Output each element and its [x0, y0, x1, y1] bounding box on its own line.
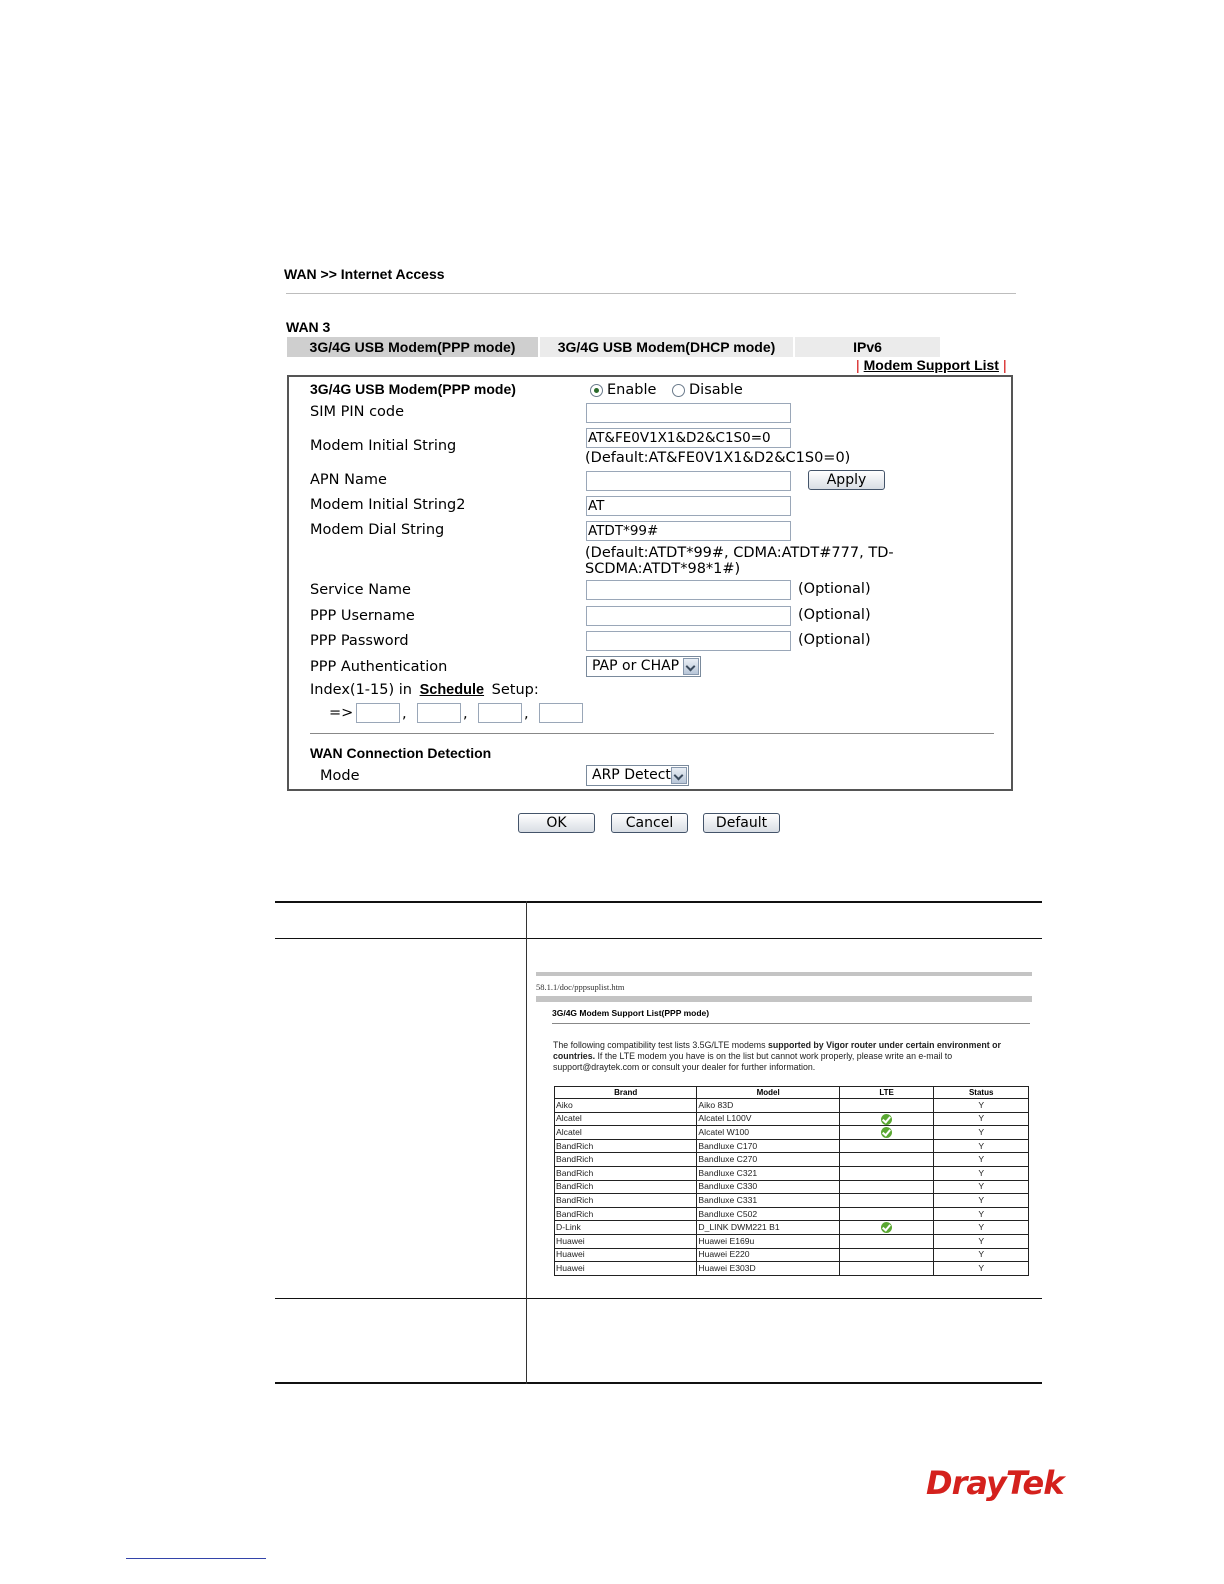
- model-cell: Huawei E220: [697, 1248, 839, 1262]
- brand-cell: Huawei: [555, 1234, 697, 1248]
- modem-initial-string2-label: Modem Initial String2: [310, 497, 466, 513]
- chevron-down-icon: [683, 658, 699, 675]
- nav-separator: |: [856, 357, 860, 373]
- lte-cell: [839, 1180, 934, 1194]
- schedule-index-suffix: Setup:: [491, 682, 539, 698]
- desc-part: The following compatibility test lists 3.5G/LTE modems: [553, 1040, 768, 1050]
- modem-initial-default-hint: (Default:AT&FE0V1X1&D2&C1S0=0): [585, 450, 851, 466]
- chevron-down-icon: [671, 767, 687, 784]
- nav-separator: |: [1002, 357, 1007, 373]
- status-cell: Y: [934, 1112, 1029, 1126]
- schedule-index-1-input[interactable]: [356, 703, 400, 723]
- ppp-username-input[interactable]: [586, 606, 791, 626]
- username-optional-hint: (Optional): [798, 607, 871, 623]
- table-row: [555, 1112, 1029, 1126]
- sim-pin-input[interactable]: [586, 403, 791, 423]
- brand-cell: BandRich: [555, 1194, 697, 1208]
- brand-cell: Alcatel: [555, 1112, 697, 1126]
- brand-cell: BandRich: [555, 1180, 697, 1194]
- modem-support-list-screenshot: [536, 972, 1032, 1290]
- lte-cell: [839, 1153, 934, 1167]
- table-bottom-rule: [275, 1382, 1042, 1384]
- service-optional-hint: (Optional): [798, 581, 871, 597]
- col-header-lte: LTE: [839, 1087, 934, 1099]
- table-header-rule: [275, 938, 1042, 939]
- tab-ipv6[interactable]: IPv6: [795, 337, 940, 357]
- tab-ppp-mode[interactable]: 3G/4G USB Modem(PPP mode): [287, 337, 538, 357]
- brand-cell: BandRich: [555, 1166, 697, 1180]
- lte-cell: [839, 1112, 934, 1126]
- model-cell: D_LINK DWM221 B1: [697, 1221, 839, 1235]
- enable-radio[interactable]: [590, 384, 603, 397]
- mode-value: ARP Detect: [592, 767, 671, 783]
- lte-cell: [839, 1099, 934, 1113]
- wan-detection-title: WAN Connection Detection: [310, 745, 492, 761]
- model-cell: Bandluxe C331: [697, 1194, 839, 1208]
- status-cell: Y: [934, 1099, 1029, 1113]
- modem-dial-string-input[interactable]: ATDT*99#: [586, 521, 791, 541]
- status-cell: Y: [934, 1166, 1029, 1180]
- schedule-arrow: =>: [329, 705, 354, 721]
- model-cell: Aiko 83D: [697, 1099, 839, 1113]
- desc-bold: supported by Vigor router under certain environment or countries.: [553, 1040, 1001, 1061]
- model-cell: Bandluxe C170: [697, 1139, 839, 1153]
- support-list-divider: [552, 1023, 1030, 1024]
- sim-pin-label: SIM PIN code: [310, 404, 405, 420]
- model-cell: Alcatel L100V: [697, 1112, 839, 1126]
- model-cell: Bandluxe C330: [697, 1180, 839, 1194]
- model-cell: Bandluxe C270: [697, 1153, 839, 1167]
- support-list-title: 3G/4G Modem Support List(PPP mode): [552, 1008, 710, 1018]
- lte-cell: [839, 1126, 934, 1140]
- status-cell: Y: [934, 1262, 1029, 1276]
- model-cell: Bandluxe C321: [697, 1166, 839, 1180]
- cancel-button[interactable]: Cancel: [611, 813, 688, 833]
- ppp-password-input[interactable]: [586, 631, 791, 651]
- col-header-model: Model: [697, 1087, 839, 1099]
- status-cell: Y: [934, 1248, 1029, 1262]
- apn-name-input[interactable]: [586, 471, 791, 491]
- apn-name-label: APN Name: [310, 472, 387, 488]
- schedule-comma: ,: [463, 706, 468, 722]
- modem-initial-string2-input[interactable]: AT: [586, 496, 791, 516]
- check-icon: [881, 1127, 892, 1138]
- ppp-username-label: PPP Username: [310, 608, 415, 624]
- mode-label: Mode: [320, 768, 360, 784]
- status-cell: Y: [934, 1221, 1029, 1235]
- brand-cell: D-Link: [555, 1221, 697, 1235]
- col-header-status: Status: [934, 1087, 1029, 1099]
- schedule-index-4-input[interactable]: [539, 703, 583, 723]
- tab-dhcp-mode[interactable]: 3G/4G USB Modem(DHCP mode): [540, 337, 793, 357]
- default-button[interactable]: Default: [703, 813, 780, 833]
- model-cell: Bandluxe C502: [697, 1207, 839, 1221]
- brand-cell: Huawei: [555, 1248, 697, 1262]
- window-bar: [536, 972, 1032, 976]
- check-icon: [881, 1222, 892, 1233]
- schedule-comma: ,: [524, 706, 529, 722]
- table-row: [555, 1099, 1029, 1113]
- model-cell: Alcatel W100: [697, 1126, 839, 1140]
- table-row-rule: [275, 1298, 1042, 1299]
- lte-cell: [839, 1234, 934, 1248]
- brand-cell: BandRich: [555, 1139, 697, 1153]
- ppp-authentication-select[interactable]: [586, 656, 701, 677]
- dial-default-hint-line1: (Default:ATDT*99#, CDMA:ATDT#777, TD-: [585, 545, 894, 561]
- logo-dray: Dray: [926, 1464, 1006, 1502]
- dial-default-hint-line2: SCDMA:ATDT*98*1#): [585, 561, 741, 577]
- apply-button[interactable]: Apply: [808, 470, 885, 490]
- disable-radio[interactable]: [672, 384, 685, 397]
- lte-cell: [839, 1248, 934, 1262]
- modem-initial-string-label: Modem Initial String: [310, 438, 457, 454]
- modem-support-list-link[interactable]: Modem Support List: [863, 357, 999, 373]
- table-row: [555, 1194, 1029, 1208]
- modem-support-nav: [856, 357, 1007, 373]
- breadcrumb: WAN >> Internet Access: [284, 266, 445, 282]
- status-cell: Y: [934, 1234, 1029, 1248]
- support-list-body: [555, 1099, 1029, 1276]
- brand-cell: Alcatel: [555, 1126, 697, 1140]
- page-url: 58.1.1/doc/pppsuplist.htm: [536, 982, 625, 992]
- desc-part: If the LTE modem you have is on the list but cannot work properly, please write an e-mail to support@draytek.com or consult your dealer for further information.: [553, 1051, 953, 1072]
- table-column-divider: [526, 901, 527, 1384]
- footnote-rule: [126, 1558, 266, 1559]
- disable-label: Disable: [689, 382, 743, 398]
- lte-cell: [839, 1221, 934, 1235]
- lte-cell: [839, 1139, 934, 1153]
- lte-cell: [839, 1194, 934, 1208]
- status-cell: Y: [934, 1153, 1029, 1167]
- table-row: [555, 1180, 1029, 1194]
- logo-tek: Tek: [1005, 1464, 1064, 1502]
- ok-button[interactable]: OK: [518, 813, 595, 833]
- status-cell: Y: [934, 1207, 1029, 1221]
- schedule-index-3-input[interactable]: [478, 703, 522, 723]
- modem-dial-string-label: Modem Dial String: [310, 522, 445, 538]
- lte-cell: [839, 1262, 934, 1276]
- table-row: [555, 1248, 1029, 1262]
- window-bar: [536, 996, 1032, 1002]
- brand-cell: Aiko: [555, 1099, 697, 1113]
- service-name-label: Service Name: [310, 582, 411, 598]
- service-name-input[interactable]: [586, 580, 791, 600]
- ppp-password-label: PPP Password: [310, 633, 409, 649]
- breadcrumb-divider: [286, 293, 1016, 294]
- brand-cell: BandRich: [555, 1207, 697, 1221]
- modem-initial-string-input[interactable]: AT&FE0V1X1&D2&C1S0=0: [586, 428, 791, 448]
- status-cell: Y: [934, 1139, 1029, 1153]
- status-cell: Y: [934, 1180, 1029, 1194]
- table-row: [555, 1221, 1029, 1235]
- schedule-index-2-input[interactable]: [417, 703, 461, 723]
- support-list-description: [553, 1040, 1029, 1073]
- ppp-authentication-value: PAP or CHAP: [592, 658, 680, 674]
- wan-label: WAN 3: [286, 319, 331, 335]
- table-row: [555, 1126, 1029, 1140]
- table-row: [555, 1139, 1029, 1153]
- table-row: [555, 1166, 1029, 1180]
- lte-cell: [839, 1207, 934, 1221]
- schedule-comma: ,: [402, 706, 407, 722]
- model-cell: Huawei E303D: [697, 1262, 839, 1276]
- brand-cell: BandRich: [555, 1153, 697, 1167]
- model-cell: Huawei E169u: [697, 1234, 839, 1248]
- col-header-brand: Brand: [555, 1087, 697, 1099]
- table-row: [555, 1234, 1029, 1248]
- status-cell: Y: [934, 1194, 1029, 1208]
- support-list-table: [554, 1086, 1029, 1276]
- table-top-rule: [275, 901, 1042, 903]
- brand-cell: Huawei: [555, 1262, 697, 1276]
- enable-label: Enable: [607, 382, 657, 398]
- draytek-logo: [926, 1464, 1064, 1502]
- ppp-authentication-label: PPP Authentication: [310, 659, 448, 675]
- section-divider: [310, 733, 994, 734]
- password-optional-hint: (Optional): [798, 632, 871, 648]
- schedule-index-prefix: Index(1-15) in: [310, 682, 412, 698]
- schedule-link[interactable]: Schedule: [419, 682, 485, 698]
- lte-cell: [839, 1166, 934, 1180]
- status-cell: Y: [934, 1126, 1029, 1140]
- mode-select[interactable]: [586, 765, 689, 786]
- schedule-index-label: [310, 682, 539, 698]
- table-row: [555, 1153, 1029, 1167]
- table-row: [555, 1207, 1029, 1221]
- section-title: 3G/4G USB Modem(PPP mode): [310, 381, 516, 397]
- table-row: [555, 1262, 1029, 1276]
- check-icon: [881, 1114, 892, 1125]
